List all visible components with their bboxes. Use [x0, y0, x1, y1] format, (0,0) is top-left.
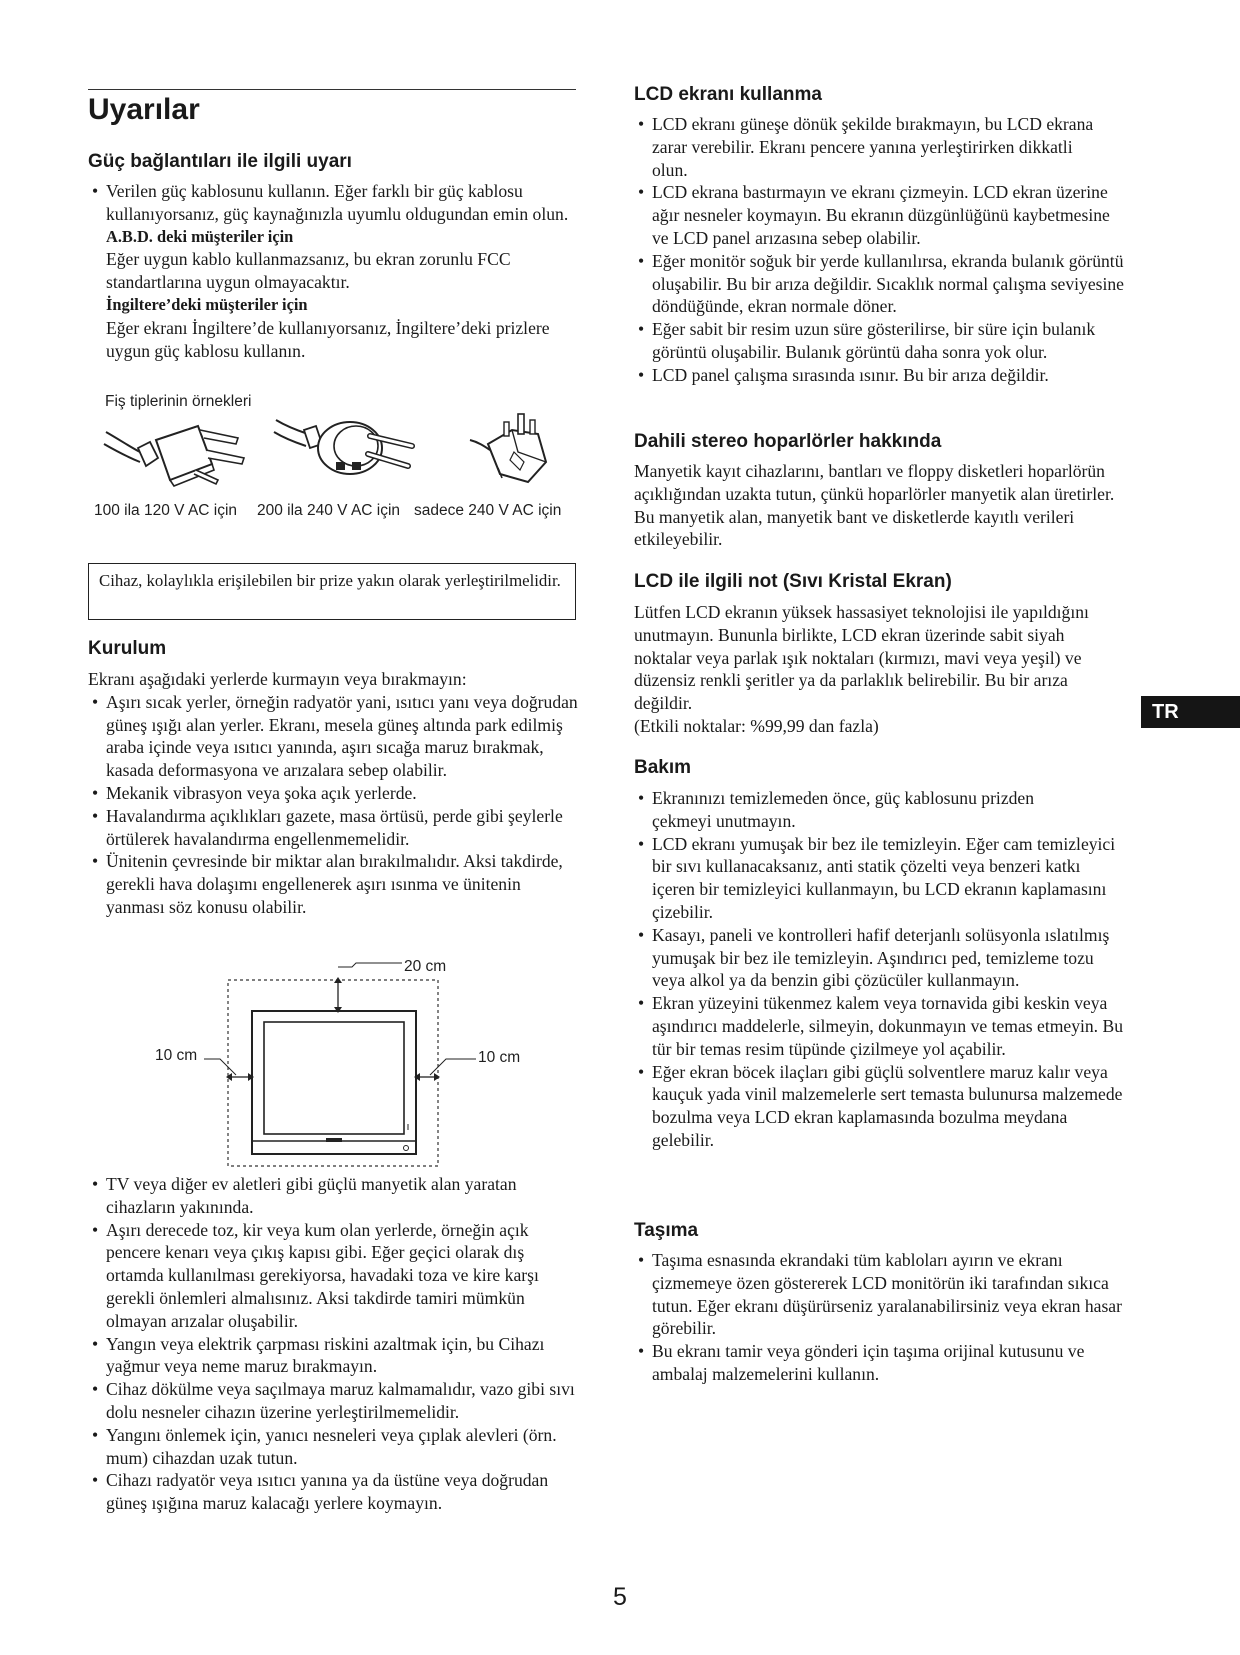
clearance-right-label: 10 cm: [478, 1049, 521, 1066]
lcd-use-body: [634, 113, 1124, 387]
list-item: • Verilen güç kablosunu kullanın. Eğer farklı bir güç kablosu kullanıyorsanız, güç kaynağınızla uyumlu oldugundan emin olun.: [88, 180, 578, 226]
power-warning-body: [88, 180, 578, 362]
plug-uk-illustration: [468, 412, 558, 492]
list-item: • Mekanik vibrasyon veya şoka açık yerlerde.: [88, 782, 578, 805]
installation-heading: Kurulum: [88, 638, 167, 659]
list-item: • Taşıma esnasında ekrandaki tüm kabloları ayırın ve ekranı çizmemeye özen göstererek LCD monitörün iki tarafından sıkıca tutun. Eğer ekranı düşürürseniz yaralanabilirsiniz veya ekran hasar görebilir.: [634, 1249, 1124, 1340]
lcd-note-heading: LCD ile ilgili not (Sıvı Kristal Ekran): [634, 571, 952, 592]
list-item: • Aşırı derecede toz, kir veya kum olan yerlerde, örneğin açık pencere kenarı veya çıkış kapısı gibi. Eğer geçici olarak dış ortamda kullanılması gerekiyorsa, havadaki toza ve kire karşı gerekli önlemleri almalısınız. Aksi takdirde tamiri mümkün olmayan arızalar oluşabilir.: [88, 1219, 578, 1333]
lcd-use-heading: LCD ekranı kullanma: [634, 84, 822, 105]
list-item: • Cihazı radyatör veya ısıtıcı yanına ya da üstüne veya doğrudan güneş ışığına maruz kalacağı yerlere koymayın.: [88, 1469, 578, 1515]
list-item: • TV veya diğer ev aletleri gibi güçlü manyetik alan yaratan cihazların yakınında.: [88, 1173, 578, 1219]
list-item: • Eğer sabit bir resim uzun süre gösterilirse, bir süre için bulanık görüntü oluşabilir. Bulanık görüntü daha sonra yok olur.: [634, 318, 1124, 364]
transport-body: [634, 1249, 1124, 1386]
clearance-top-label: 20 cm: [404, 958, 447, 975]
title-rule: [88, 89, 576, 90]
list-item: • Kasayı, paneli ve kontrolleri hafif deterjanlı solüsyonla ıslatılmış yumuşak bir bez ile temizleyin. Aşındırıcı ped, temizleme tozu veya alkol ya da benzin gibi çözücüler kullanmayın.: [634, 924, 1124, 992]
list-item: • Aşırı sıcak yerler, örneğin radyatör yani, ısıtıcı yanı veya doğrudan güneş ışığı alan yerler. Ekranı, mesela güneş altında park edilmiş araba içinde veya ısıtıcı yanında, aşırı sıcağa maruz bırakmak, kasada deformasyona ve arızalara sebep olabilir.: [88, 691, 578, 782]
list-item: • Yangını önlemek için, yanıcı nesneleri veya çıplak alevleri (örn. mum) cihazdan uzak tutun.: [88, 1424, 578, 1470]
list-item: • Ekranınızı temizlemeden önce, güç kablosunu prizden çekmeyi unutmayın.: [634, 787, 1124, 833]
speakers-text: Manyetik kayıt cihazlarını, bantları ve floppy disketleri hoparlörün açıklığından uzakta tutun, çünkü hoparlörler manyetik alan üretirler. Bu manyetik alan, manyetik bant ve disketlerde kayıtlı verileri etkileyebilir.: [634, 461, 1115, 550]
page-title: Uyarılar: [88, 93, 200, 126]
usa-customers-heading: A.B.D. deki müşteriler için: [106, 226, 294, 246]
care-body: [634, 787, 1124, 1152]
installation-intro: Ekranı aşağıdaki yerlerde kurmayın veya bırakmayın:: [88, 669, 467, 689]
installation-body-continued: [88, 1173, 578, 1515]
power-warning-heading: Güç bağlantıları ile ilgili uyarı: [88, 151, 352, 172]
plug-label-uk: sadece 240 V AC için: [414, 502, 562, 519]
list-item: • LCD panel çalışma sırasında ısınır. Bu bir arıza değildir.: [634, 364, 1124, 387]
page-number: 5: [613, 1583, 627, 1611]
list-item: • Yangın veya elektrik çarpması riskini azaltmak için, bu Cihazı yağmur veya neme maruz bırakmayın.: [88, 1333, 578, 1379]
list-item: • LCD ekranı güneşe dönük şekilde bırakmayın, bu LCD ekrana zarar verebilir. Ekranı pencere yanına yerleştirirken dikkatli olun.: [634, 113, 1124, 181]
notice-box: Cihaz, kolaylıkla erişilebilen bir prize yakın olarak yerleştirilmelidir.: [88, 563, 576, 620]
plug-eu-illustration: [272, 412, 432, 502]
list-item: • Havalandırma açıklıkları gazete, masa örtüsü, perde gibi şeylerle örtülerek havalandırma engellenmemelidir.: [88, 805, 578, 851]
uk-customers-heading: İngiltere’deki müşteriler için: [106, 294, 308, 314]
list-item: • Cihaz dökülme veya saçılmaya maruz kalmamalıdır, vazo gibi sıvı dolu nesneler cihazın üzerine yerleştirilmemelidir.: [88, 1378, 578, 1424]
transport-heading: Taşıma: [634, 1220, 699, 1241]
list-item: • Eğer ekran böcek ilaçları gibi güçlü solventlere maruz kalır veya kauçuk yada vinil malzemelerle sert temasta bulunursa malzemede bozulma veya LCD ekran kaplamasında bozulma meydana gelebilir.: [634, 1061, 1124, 1152]
plug-types-caption: Fiş tiplerinin örnekleri: [105, 393, 252, 410]
plug-label-us: 100 ila 120 V AC için: [94, 502, 238, 519]
usa-customers-text: Eğer uygun kablo kullanmazsanız, bu ekran zorunlu FCC standartlarına uygun olmayacaktır.: [106, 249, 511, 293]
lcd-note-effective: (Etkili noktalar: %99,99 dan fazla): [634, 715, 879, 736]
plug-label-eu: 200 ila 240 V AC için: [257, 502, 401, 519]
uk-customers-text: Eğer ekranı İngiltere’de kullanıyorsanız, İngiltere’deki prizlere uygun güç kablosu kullanın.: [106, 317, 550, 361]
speakers-heading: Dahili stereo hoparlörler hakkında: [634, 431, 942, 452]
list-item: • Ünitenin çevresinde bir miktar alan bırakılmalıdır. Aksi takdirde, gerekli hava dolaşımı engellenerek aşırı ısınma ve ünitenin yanması söz konusu olabilir.: [88, 850, 578, 918]
lcd-note-text: Lütfen LCD ekranın yüksek hassasiyet teknolojisi ile yapıldığını unutmayın. Bununla birlikte, LCD ekran üzerinde sabit siyah noktalar veya parlak ışık noktaları (kırmızı, mavi veya yeşil) ve düzensiz renkli şeritler ya da parlaklık belirebilir. Bu bir arıza değildir.: [634, 602, 1089, 714]
clearance-left-label: 10 cm: [155, 1047, 198, 1064]
list-item: • Bu ekranı tamir veya gönderi için taşıma orijinal kutusunu ve ambalaj malzemelerini kullanın.: [634, 1340, 1124, 1386]
plug-us-illustration: [100, 418, 250, 498]
list-item: • LCD ekranı yumuşak bir bez ile temizleyin. Eğer cam temizleyici bir sıvı kullanacaksanız, anti statik çözelti veya benzeri katkı içeren bir temizleyici kullanmayın, bu LCD ekranın kaplamasını çizebilir.: [634, 833, 1124, 924]
list-item: • Ekran yüzeyini tükenmez kalem veya tornavida gibi keskin veya aşındırıcı maddelerle, silmeyin, dokunmayın ve temas etmeyin. Bu tür bir temas resim tüpünde çizilmeye yol açabilir.: [634, 992, 1124, 1060]
lcd-note-body: [634, 601, 1126, 738]
installation-body: [88, 668, 578, 919]
language-tab: TR: [1141, 696, 1240, 728]
list-item: • Eğer monitör soğuk bir yerde kullanılırsa, ekranda bulanık görüntü oluşabilir. Bu bir arıza değildir. Sıcaklık normal çalışma seviyesine döndüğünde, ekran normale döner.: [634, 250, 1124, 318]
list-item: • LCD ekrana bastırmayın ve ekranı çizmeyin. LCD ekran üzerine ağır nesneler koymayın. Bu ekranın düzgünlüğünü kaybetmesine ve LCD panel arızasına sebep olabilir.: [634, 181, 1124, 249]
care-heading: Bakım: [634, 757, 692, 778]
